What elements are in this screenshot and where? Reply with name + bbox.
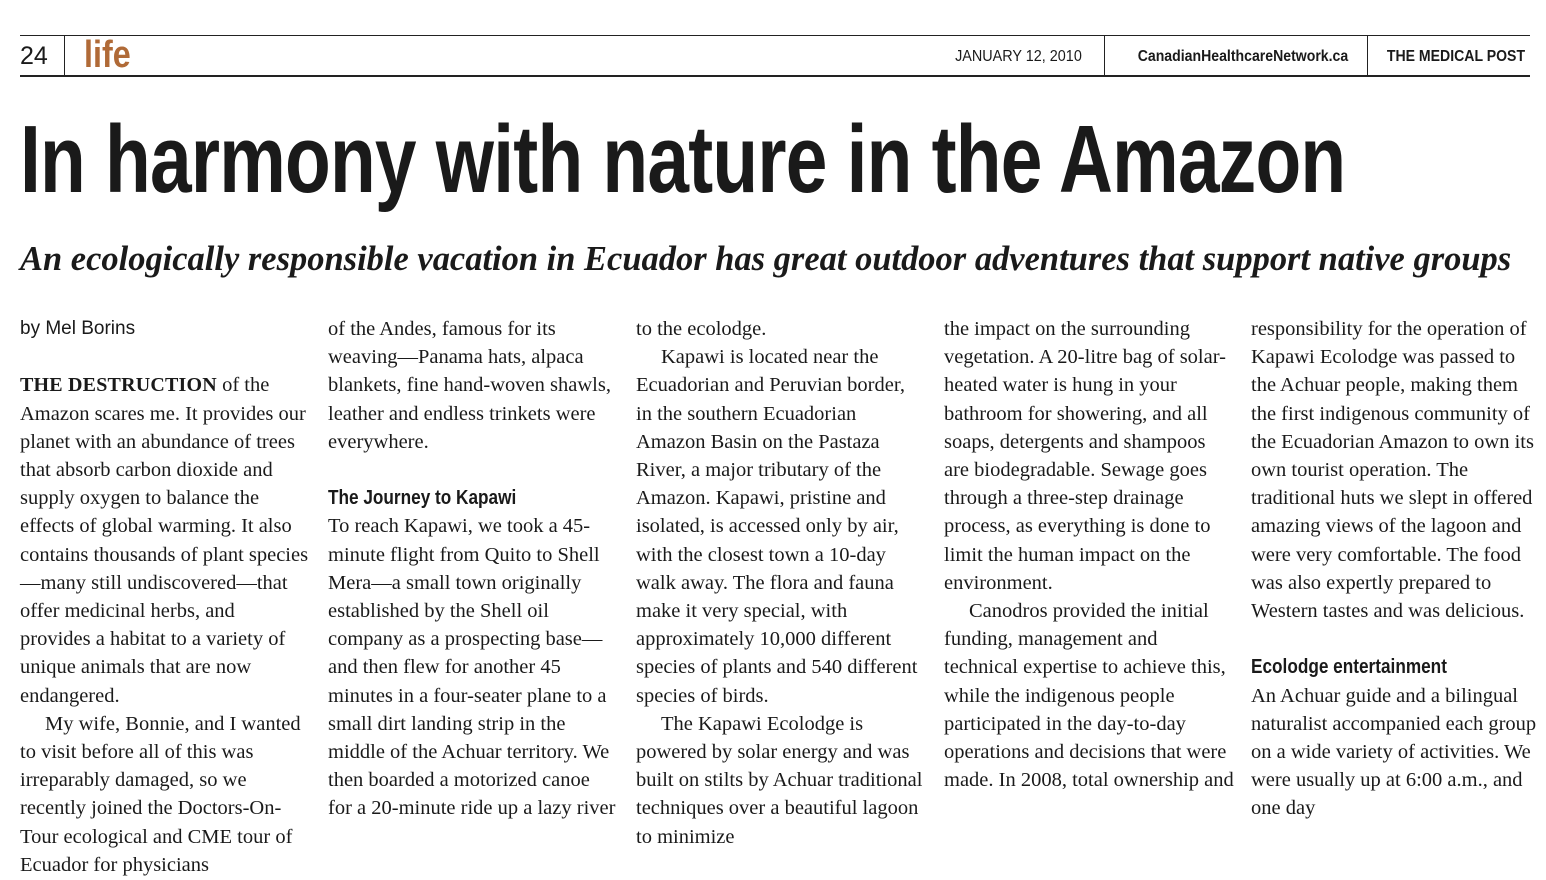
subheading: Ecolodge entertainment <box>1251 656 1447 679</box>
article-column-1 <box>20 315 310 879</box>
paragraph: Canodros provided the initial funding, management and technical expertise to achieve this, while the indigenous people participated in the day-to-day operations and decisions that were made. In 2008, total ownership and <box>944 600 1234 792</box>
page-number: 24 <box>20 42 48 70</box>
byline: by Mel Borins <box>20 318 136 339</box>
article-column-5 <box>1251 315 1541 823</box>
header-bottom-rule <box>20 75 1530 77</box>
header-divider <box>1367 36 1368 75</box>
header-divider <box>1104 36 1105 75</box>
paragraph: Kapawi is located near the Ecuadorian and Peruvian border, in the southern Ecuadorian Amazon Basin on the Pastaza River, a major tributary of the Amazon. Kapawi, pristine and isolated, is accessed only by air, with the closest town a 10-day walk away. The flora and fauna make it very special, with approximately 10,000 different species of plants and 540 different species of birds. <box>636 346 918 707</box>
issue-date: JANUARY 12, 2010 <box>955 48 1082 65</box>
paragraph: My wife, Bonnie, and I wanted to visit before all of this was irreparably damaged, so we recently joined the Doctors-On-Tour ecological and CME tour of Ecuador for physicians <box>20 712 301 876</box>
paragraph: The Kapawi Ecolodge is powered by solar energy and was built on stilts by Achuar traditional techniques over a beautiful lagoon to minimize <box>636 712 923 848</box>
article-column-2 <box>328 315 618 823</box>
paragraph: to the ecolodge. <box>636 318 767 340</box>
paragraph: responsibility for the operation of Kapawi Ecolodge was passed to the Achuar people, making them the first indigenous community of the Ecuadorian Amazon to own its own tourist operation. The traditional huts we slept in offered amazing views of the lagoon and were very comfortable. The food was also expertly prepared to Western tastes and was delicious. <box>1251 318 1534 623</box>
article-column-3 <box>636 315 926 851</box>
lead-in: THE DESTRUCTION <box>20 374 217 397</box>
paragraph: An Achuar guide and a bilingual naturalist accompanied each group on a wide variety of activities. We were usually up at 6:00 a.m., and one day <box>1251 684 1537 820</box>
article-column-4 <box>944 315 1234 794</box>
paragraph: of the Andes, famous for its weaving—Panama hats, alpaca blankets, fine hand-woven shawls, leather and endless trinkets were everywhere. <box>328 318 611 453</box>
headline: In harmony with nature in the Amazon <box>20 106 1346 213</box>
subheading: The Journey to Kapawi <box>328 487 517 510</box>
paragraph: the impact on the surrounding vegetation. A 20-litre bag of solar-heated water is hung in your bathroom for showering, and all soaps, detergents and shampoos are biodegradable. Sewage goes through a three-step drainage process, as everything is done to limit the human impact on the environment. <box>944 318 1226 594</box>
section-name: life <box>84 34 131 76</box>
paragraph: To reach Kapawi, we took a 45-minute flight from Quito to Shell Mera—a small town originally established by the Shell oil company as a prospecting base—and then flew for another 45 minutes in a four-seater plane to a small dirt landing strip in the middle of the Achuar territory. We then boarded a motorized canoe for a 20-minute ride up a lazy river <box>328 515 616 820</box>
publication-name: THE MEDICAL POST <box>1386 48 1525 65</box>
paragraph-text: of the Amazon scares me. It provides our planet with an abundance of trees that absorb carbon dioxide and supply oxygen to balance the effects of global warming. It also contains thousands of plant species—many still undiscovered—that offer medicinal herbs, and provides a habitat to a variety of unique animals that are now endangered. <box>20 374 309 707</box>
page-header <box>20 36 1530 75</box>
paragraph <box>20 371 310 709</box>
header-divider <box>64 36 65 75</box>
website-link[interactable]: CanadianHealthcareNetwork.ca <box>1137 48 1348 65</box>
deck: An ecologically responsible vacation in Ecuador has great outdoor adventures that support native groups <box>20 239 1512 278</box>
